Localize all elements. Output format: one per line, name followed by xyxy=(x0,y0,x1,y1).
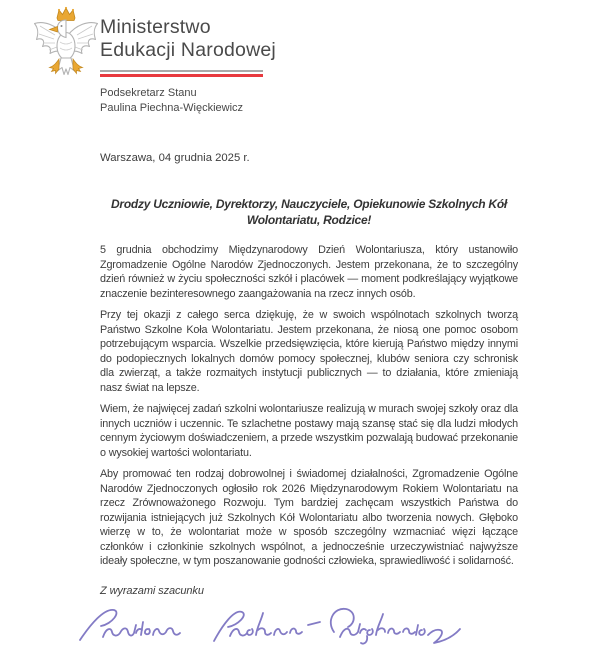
letter-paragraph: Aby promować ten rodzaj dobrowolnej i świadomej działalności, Zgromadzenie Ogólne Narodów Zjednoczonych ogłosiło rok 2026 Międzynarodowym Rokiem Wolontariatu na rzecz Zrównoważonego Rozwoju. Tym bardziej zachęcam wszystkich Państwa do rozwijania istniejących już Szkolnych Kół Wolontariatu albo tworzenia nowych. Głęboko wierzę w to, że wolontariat może w sposób szczególny wzmacniać więzi łączące członków i członkinie szkolnych wspólnot, a jednocześnie urzeczywistniać najwyższe ideały społeczne, w tym poszanowanie godności człowieka, sprawiedliwość i solidarność. xyxy=(100,468,518,567)
ministry-name-line1: Ministerstwo xyxy=(100,16,211,38)
letter-paragraph: Wiem, że najwięcej zadań szkolni wolontariusze realizują w murach swojej szkoły oraz dla innych uczniów i uczennic. Te szlachetne postawy mają szansę stać się dla ludzi młodych cennym życiowym doświadczeniem, a przede wszystkim pozwalają budować przekonanie o wysokiej wartości wolontariatu. xyxy=(100,403,518,459)
salutation: Drodzy Uczniowie, Dyrektorzy, Nauczyciele, Opiekunowie Szkolnych Kół Wolontariatu, Rodzice! xyxy=(111,197,507,227)
letter-paragraph: 5 grudnia obchodzimy Międzynarodowy Dzień Wolontariusza, który ustanowiło Zgromadzenie Ogólne Narodów Zjednoczonych. Jestem przekonana, że to szczególny dzień również w życiu społeczności szkół i placówek — moment podkreślający wyjątkowe znaczenie bezinteresownego zaangażowania na rzecz innych osób. xyxy=(100,244,518,300)
header-rule-red xyxy=(100,74,263,77)
official-name: Paulina Piechna-Więckiewicz xyxy=(100,102,244,114)
closing-line: Z wyrazami szacunku xyxy=(100,584,204,597)
dateline: Warszawa, 04 grudnia 2025 r. xyxy=(100,152,250,164)
polish-eagle-emblem-icon xyxy=(31,6,101,84)
letter-body xyxy=(100,197,518,651)
official-block xyxy=(100,86,243,116)
letter-paragraph: Przy tej okazji z całego serca dziękuję, że w swoich wspólnotach szkolnych tworzą Państwo Szkolne Koła Wolontariatu. Jestem przekonana, że niosą one pomoc osobom potrzebującym wsparcia. Wszelkie przedsięwzięcia, które kierują Państwo między innymi do podopiecznych lokalnych domów pomocy społecznej, klubów seniora czy schronisk dla zwierząt, a także rozmaitych instytucji publicznych — to działania, które zmieniają nasz świat na lepsze. xyxy=(100,309,518,394)
handwritten-signature xyxy=(72,599,467,651)
header-rule xyxy=(100,70,263,77)
header-rule-gray xyxy=(100,70,263,72)
ministry-name-line2: Edukacji Narodowej xyxy=(100,39,276,61)
paragraphs-container xyxy=(100,243,518,569)
ministry-name xyxy=(100,16,276,62)
official-title: Podsekretarz Stanu xyxy=(100,87,197,99)
